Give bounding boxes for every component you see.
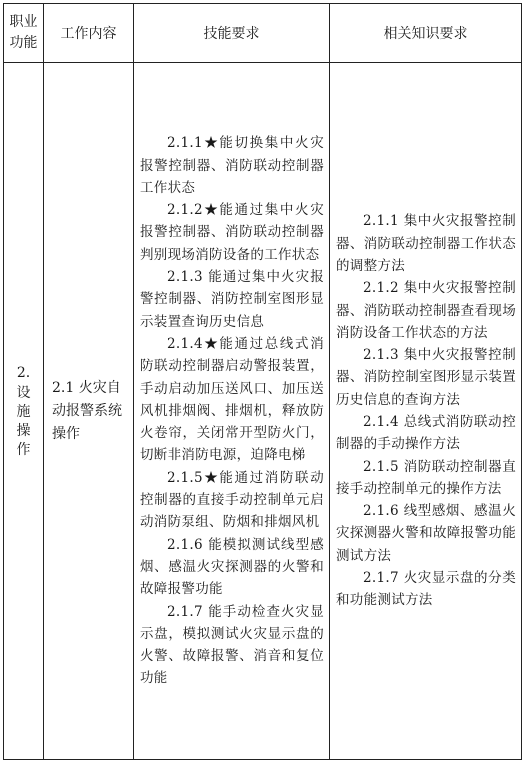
knowledge-item: 2.1.4 总线式消防联动控制器的手动操作方法 — [336, 414, 516, 453]
function-number: 2. — [16, 365, 31, 381]
skill-item: 2.1.2★能通过集中火灾报警控制器、消防联动控制器判别现场消防设备的工作状态 — [140, 202, 324, 263]
header-work-content — [44, 4, 134, 63]
header-knowledge-requirements — [330, 4, 522, 63]
knowledge-item: 2.1.5 消防联动控制器直接手动控制单元的操作方法 — [336, 458, 516, 497]
skill-item: 2.1.3 能通过集中火灾报警控制器、消防控制室图形显示装置查询历史信息 — [140, 269, 324, 330]
knowledge-item: 2.1.7 火灾显示盘的分类和功能测试方法 — [336, 570, 516, 609]
knowledge-item: 2.1.1 集中火灾报警控制器、消防联动控制器工作状态的调整方法 — [336, 213, 516, 274]
function-name: 设施操作 — [16, 385, 31, 458]
header-job-function-line1: 职业 — [9, 14, 38, 30]
function-cell — [4, 63, 44, 760]
skill-item: 2.1.7 能手动检查火灾显示盘，模拟测试火灾显示盘的火警、故障报警、消音和复位功能 — [140, 603, 324, 687]
work-content-text: 2.1 火灾自动报警系统操作 — [52, 379, 122, 442]
header-skill-requirements — [134, 4, 330, 63]
header-skill-requirements-text: 技能要求 — [203, 26, 260, 42]
skills-cell — [134, 63, 330, 760]
header-work-content-text: 工作内容 — [60, 26, 117, 42]
header-job-function — [4, 4, 44, 63]
skill-item: 2.1.5★能通过消防联动控制器的直接手动控制单元启动消防泵组、防烟和排烟风机 — [140, 469, 324, 531]
skill-item: 2.1.1★能切换集中火灾报警控制器、消防联动控制器工作状态 — [140, 135, 324, 196]
header-job-function-line2: 功能 — [9, 35, 38, 51]
knowledge-item: 2.1.6 线型感烟、感温火灾探测器火警和故障报警功能测试方法 — [336, 503, 516, 564]
skill-item: 2.1.4★能通过总线式消防联动控制器启动警报装置，手动启动加压送风口、加压送风机排烟阀、排烟机，释放防火卷帘，关闭常开型防火门，切断非消防电源，迫降电梯 — [140, 335, 324, 464]
knowledge-item: 2.1.2 集中火灾报警控制器、消防联动控制器查看现场消防设备工作状态的方法 — [336, 280, 516, 341]
work-content-cell — [44, 63, 134, 760]
knowledge-item: 2.1.3 集中火灾报警控制器、消防控制室图形显示装置历史信息的查询方法 — [336, 347, 516, 408]
competency-table — [3, 3, 522, 760]
header-knowledge-requirements-text: 相关知识要求 — [383, 26, 468, 42]
knowledge-cell — [330, 63, 522, 760]
content-row — [4, 63, 522, 760]
header-row — [4, 4, 522, 63]
skill-item: 2.1.6 能模拟测试线型感烟、感温火灾探测器的火警和故障报警功能 — [140, 536, 324, 598]
